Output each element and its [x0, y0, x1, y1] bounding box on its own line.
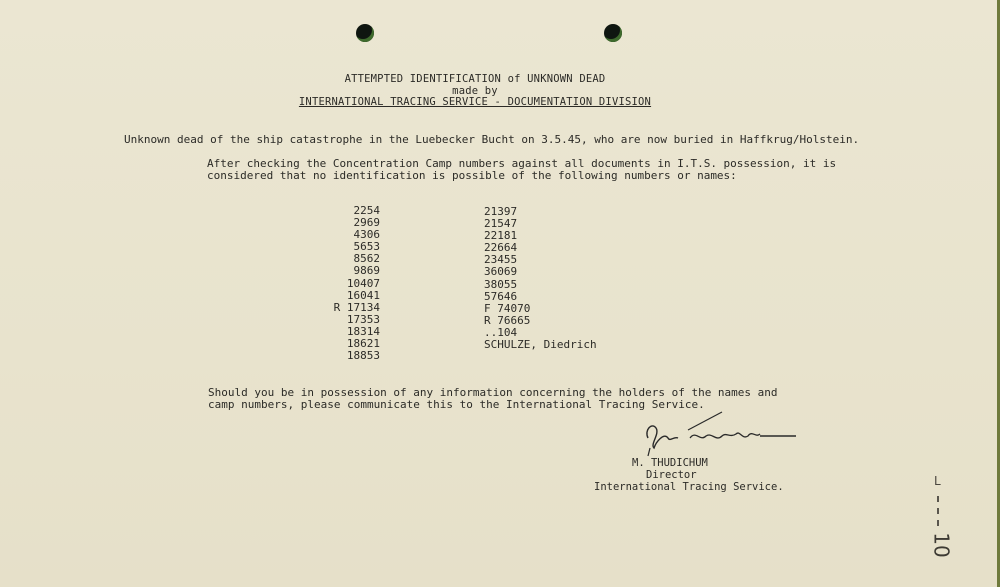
closing-line-2: camp numbers, please communicate this to the International Tracing Service.	[208, 398, 705, 411]
camp-number-entry: F 74070	[484, 301, 531, 315]
camp-number-entry: 22181	[484, 229, 518, 243]
intro-text: Unknown dead of the ship catastrophe in the Luebecker Bucht on 3.5.45, who are now buried in Haffkrug/Holstein.	[124, 133, 860, 146]
signatory-title: Director	[646, 469, 697, 481]
handwritten-signature	[630, 408, 810, 458]
camp-number-entry: 9869	[353, 264, 380, 278]
numbers-column-left	[320, 205, 380, 362]
paragraph-line-1: After checking the Concentration Camp numbers against all documents in I.T.S. possession, it is	[207, 157, 837, 170]
camp-number-entry: 18621	[346, 337, 380, 351]
camp-number-entry: 18853	[346, 349, 380, 363]
signatory-organization: International Tracing Service.	[594, 481, 784, 493]
camp-number-entry: 2254	[353, 204, 380, 217]
document-subtitle: made by	[452, 85, 498, 97]
camp-number-entry: 16041	[346, 288, 380, 302]
camp-number-entry: 38055	[484, 277, 518, 291]
camp-number-entry: 8562	[353, 252, 380, 266]
camp-number-entry: 22664	[484, 241, 518, 255]
punch-hole-left	[356, 24, 374, 42]
margin-dash	[937, 496, 939, 502]
closing-line-1: Should you be in possession of any information concerning the holders of the names and	[208, 386, 778, 399]
camp-number-entry: SCHULZE, Diedrich	[484, 338, 597, 352]
camp-number-entry: 21397	[484, 205, 518, 218]
issuing-division: INTERNATIONAL TRACING SERVICE - DOCUMENTATION DIVISION	[298, 96, 652, 108]
camp-number-entry: 21547	[484, 217, 518, 231]
camp-number-entry: R 17134	[333, 300, 380, 314]
document-title: ATTEMPTED IDENTIFICATION of UNKNOWN DEAD	[344, 73, 606, 85]
page-number: 10	[929, 532, 954, 558]
camp-number-entry: 36069	[484, 265, 518, 279]
camp-number-entry: 2969	[353, 216, 380, 230]
punch-hole-right	[604, 24, 622, 42]
camp-number-entry: 5653	[353, 240, 380, 254]
camp-number-entry: 23455	[484, 253, 518, 267]
margin-dash	[937, 508, 939, 514]
numbers-column-right	[484, 206, 704, 351]
margin-dash	[937, 520, 939, 526]
camp-number-entry: 57646	[484, 289, 518, 303]
camp-number-entry: ..104	[484, 325, 518, 339]
camp-number-entry: 4306	[353, 228, 380, 242]
camp-number-entry: 18314	[346, 324, 380, 338]
signatory-name: M. THUDICHUM	[632, 457, 708, 469]
camp-number-entry: R 76665	[484, 313, 531, 327]
paragraph-line-2: considered that no identification is possible of the following numbers or names:	[207, 169, 737, 182]
camp-number-entry: 17353	[346, 312, 380, 326]
camp-number-entry: 10407	[346, 276, 380, 290]
corner-mark: L	[934, 474, 941, 488]
